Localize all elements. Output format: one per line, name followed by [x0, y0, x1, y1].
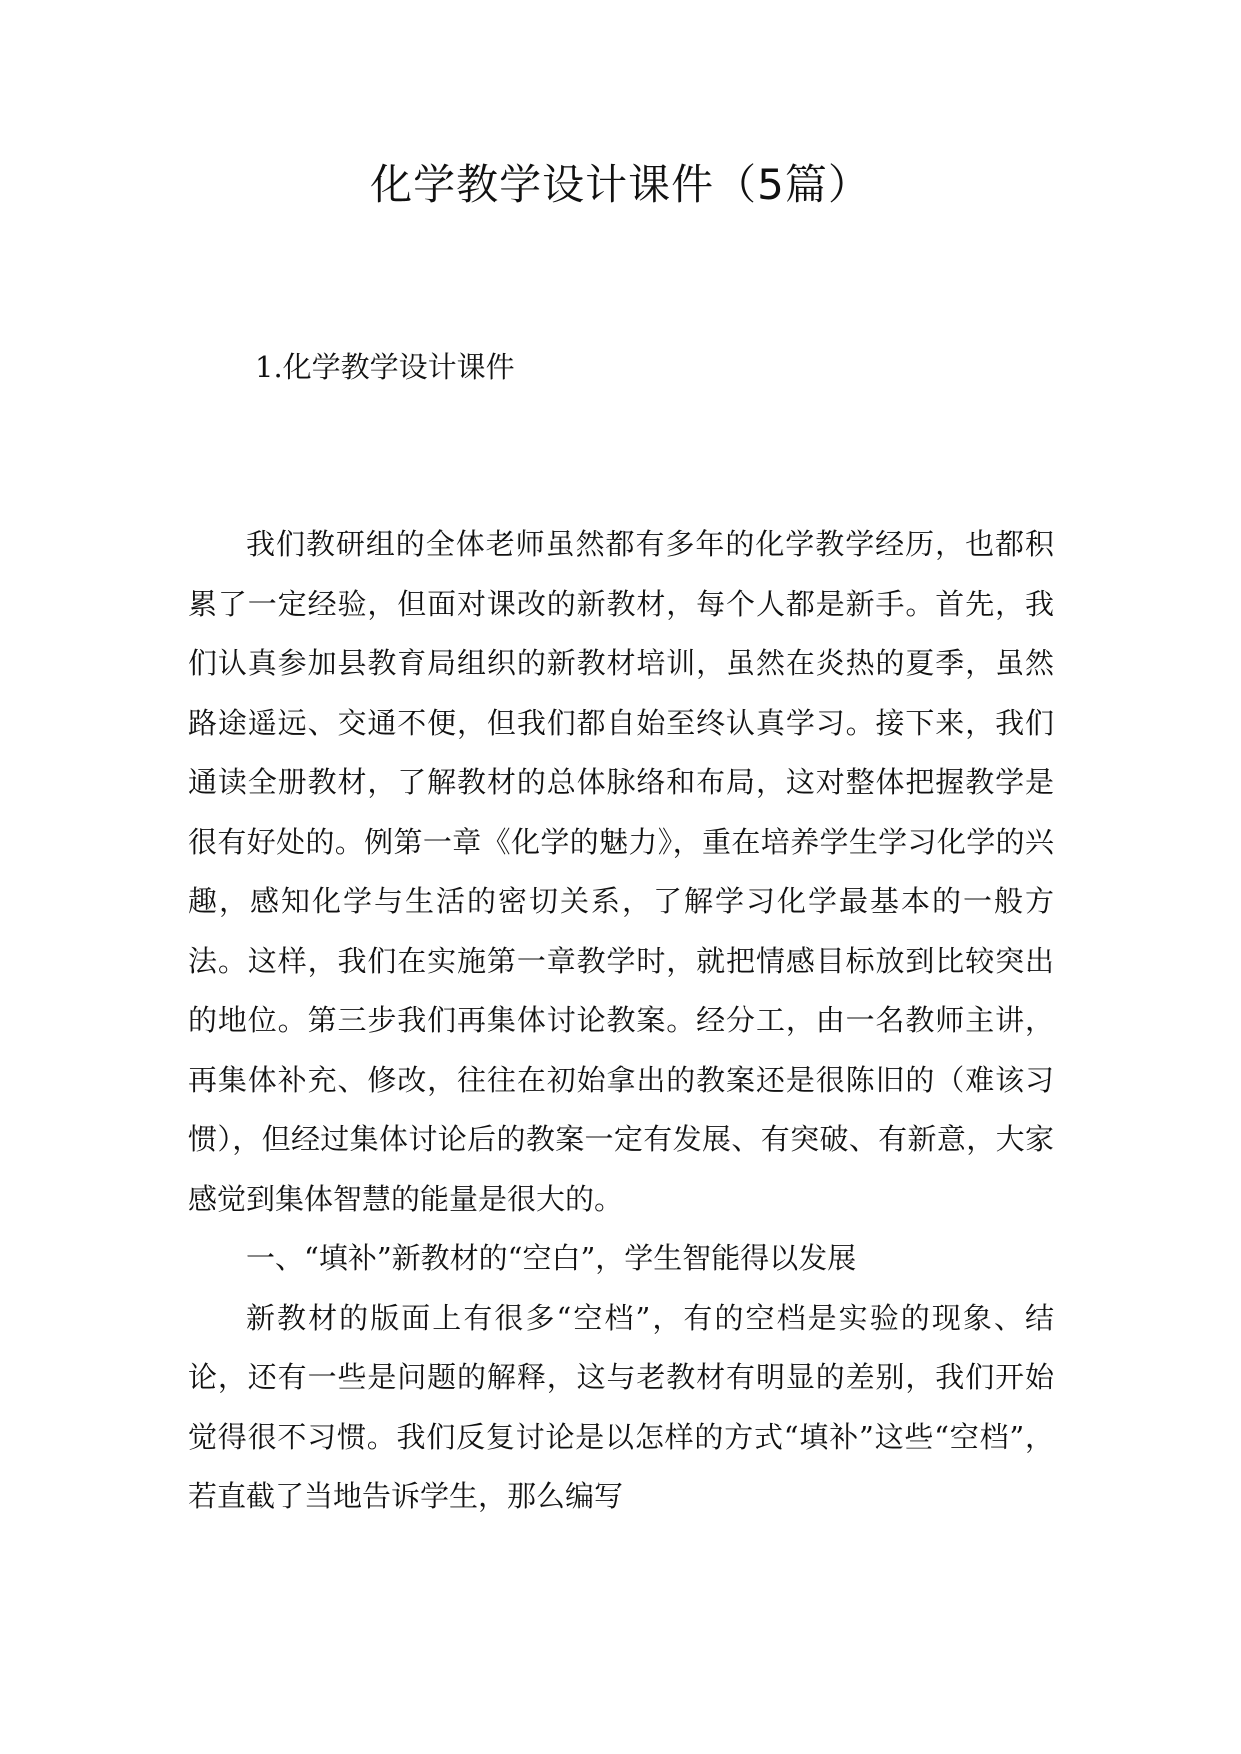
document-title: 化学教学设计课件（5篇） — [370, 160, 871, 209]
paragraph-content: 新教材的版面上有很多“空档”，有的空档是实验的现象、结论，还有一些是问题的解释，这与老教材有明显的差别，我们开始觉得很不习惯。我们反复讨论是以怎样的方式“填补”这些“空档”，若直截了当地告诉学生，那么编写 — [188, 1300, 1054, 1513]
paragraph-subheading: 一、“填补”新教材的“空白”，学生智能得以发展 — [246, 1241, 857, 1275]
body-text — [188, 515, 1054, 1527]
paragraph-intro: 我们教研组的全体老师虽然都有多年的化学教学经历，也都积累了一定经验，但面对课改的新教材，每个人都是新手。首先，我们认真参加县教育局组织的新教材培训，虽然在炎热的夏季，虽然路途遥远、交通不便，但我们都自始至终认真学习。接下来，我们通读全册教材，了解教材的总体脉络和布局，这对整体把握教学是很有好处的。例第一章《化学的魅力》，重在培养学生学习化学的兴趣，感知化学与生活的密切关系，了解学习化学最基本的一般方法。这样，我们在实施第一章教学时，就把情感目标放到比较突出的地位。第三步我们再集体讨论教案。经分工，由一名教师主讲，再集体补充、修改，往往在初始拿出的教案还是很陈旧的（难该习惯），但经过集体讨论后的教案一定有发展、有突破、有新意，大家感觉到集体智慧的能量是很大的。 — [188, 527, 1054, 1216]
section-heading: 1.化学教学设计课件 — [255, 350, 515, 384]
